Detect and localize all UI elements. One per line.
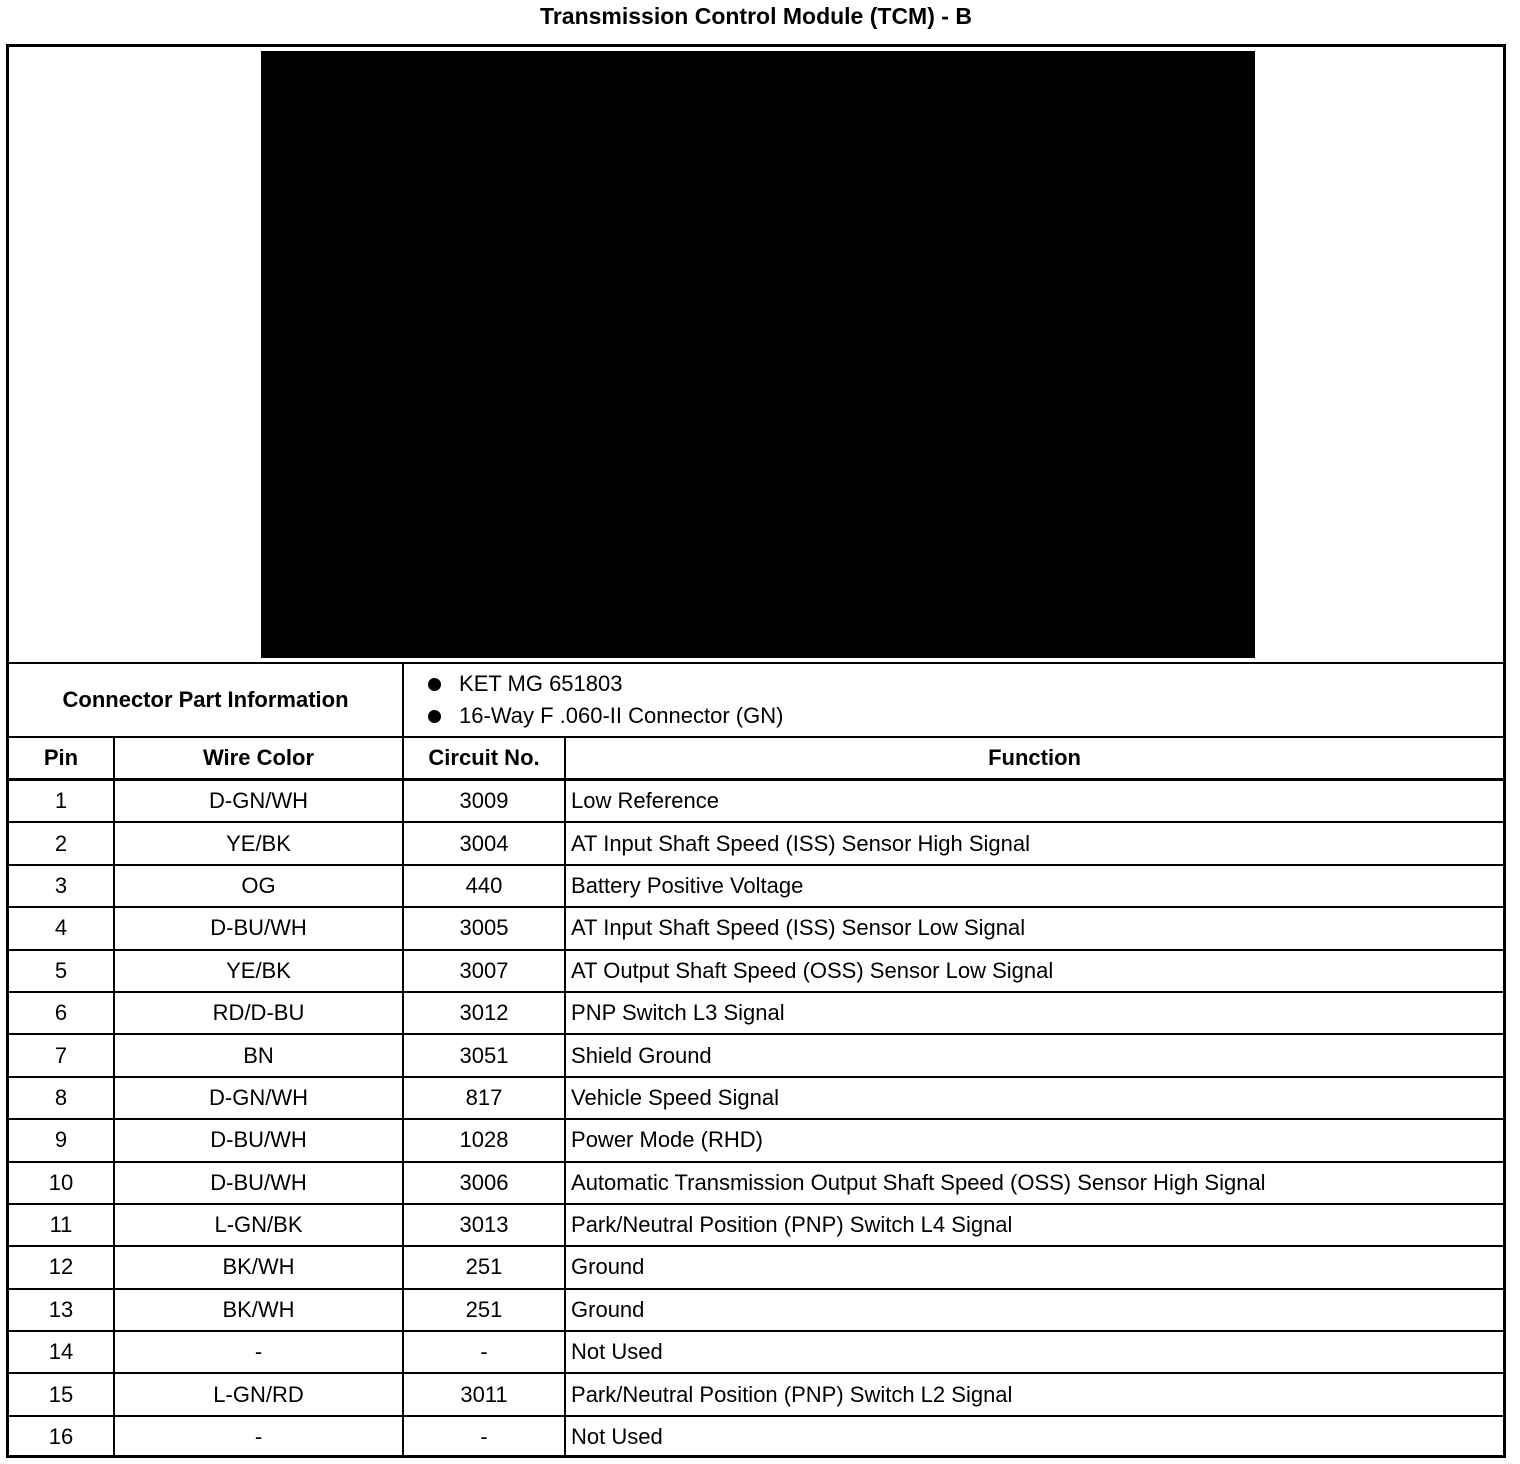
cell-circuit-no: 3013 (403, 1204, 565, 1246)
table-row (9, 907, 1503, 949)
table-row (9, 1119, 1503, 1161)
table-row (9, 950, 1503, 992)
cell-pin: 9 (9, 1119, 114, 1161)
cell-wire-color: BK/WH (114, 1246, 403, 1288)
connector-image-area (9, 47, 1503, 664)
cell-function: Not Used (565, 1331, 1503, 1373)
cell-pin: 14 (9, 1331, 114, 1373)
cell-function: Not Used (565, 1416, 1503, 1457)
header-wire-color: Wire Color (114, 737, 403, 780)
cell-pin: 15 (9, 1373, 114, 1415)
cell-circuit-no: 3004 (403, 822, 565, 864)
cell-wire-color: BK/WH (114, 1289, 403, 1331)
cell-wire-color: - (114, 1331, 403, 1373)
cell-wire-color: D-GN/WH (114, 1077, 403, 1119)
table-row (9, 1077, 1503, 1119)
table-row (9, 992, 1503, 1034)
cell-function: Automatic Transmission Output Shaft Speed (OSS) Sensor High Signal (565, 1162, 1503, 1204)
cell-wire-color: D-BU/WH (114, 1119, 403, 1161)
table-row (9, 1246, 1503, 1288)
cell-wire-color: OG (114, 865, 403, 907)
page-title: Transmission Control Module (TCM) - B (540, 3, 972, 29)
cell-pin: 11 (9, 1204, 114, 1246)
cell-function: Ground (565, 1246, 1503, 1288)
cell-pin: 7 (9, 1034, 114, 1076)
cell-circuit-no: 440 (403, 865, 565, 907)
cell-pin: 5 (9, 950, 114, 992)
header-function: Function (565, 737, 1503, 780)
connector-info-item (428, 700, 1503, 732)
cell-pin: 12 (9, 1246, 114, 1288)
cell-wire-color: D-BU/WH (114, 907, 403, 949)
table-row (9, 1162, 1503, 1204)
cell-circuit-no: 3051 (403, 1034, 565, 1076)
cell-circuit-no: 3007 (403, 950, 565, 992)
cell-wire-color: L-GN/BK (114, 1204, 403, 1246)
table-row (9, 1204, 1503, 1246)
cell-wire-color: D-GN/WH (114, 780, 403, 823)
cell-circuit-no: 3011 (403, 1373, 565, 1415)
cell-function: Battery Positive Voltage (565, 865, 1503, 907)
cell-pin: 1 (9, 780, 114, 823)
header-pin: Pin (9, 737, 114, 780)
connector-info-values (403, 664, 1503, 737)
cell-pin: 3 (9, 865, 114, 907)
cell-function: Vehicle Speed Signal (565, 1077, 1503, 1119)
cell-wire-color: - (114, 1416, 403, 1457)
cell-circuit-no: - (403, 1331, 565, 1373)
cell-pin: 16 (9, 1416, 114, 1457)
connector-document-frame (6, 44, 1506, 1458)
table-row (9, 822, 1503, 864)
cell-function: Power Mode (RHD) (565, 1119, 1503, 1161)
cell-pin: 8 (9, 1077, 114, 1119)
table-header-row (9, 737, 1503, 780)
table-row (9, 1331, 1503, 1373)
cell-wire-color: YE/BK (114, 950, 403, 992)
connector-image (261, 51, 1255, 658)
connector-info-text: KET MG 651803 (459, 671, 623, 696)
cell-function: AT Output Shaft Speed (OSS) Sensor Low Signal (565, 950, 1503, 992)
cell-wire-color: RD/D-BU (114, 992, 403, 1034)
cell-wire-color: L-GN/RD (114, 1373, 403, 1415)
table-row (9, 780, 1503, 823)
cell-pin: 10 (9, 1162, 114, 1204)
cell-wire-color: D-BU/WH (114, 1162, 403, 1204)
cell-circuit-no: 251 (403, 1246, 565, 1288)
table-row (9, 1034, 1503, 1076)
cell-function: Low Reference (565, 780, 1503, 823)
cell-pin: 4 (9, 907, 114, 949)
cell-circuit-no: 1028 (403, 1119, 565, 1161)
connector-info-item (428, 668, 1503, 700)
pinout-table (9, 664, 1503, 1457)
cell-wire-color: BN (114, 1034, 403, 1076)
table-row (9, 865, 1503, 907)
cell-circuit-no: - (403, 1416, 565, 1457)
table-row (9, 1373, 1503, 1415)
cell-pin: 2 (9, 822, 114, 864)
bullet-icon (428, 710, 441, 723)
cell-circuit-no: 817 (403, 1077, 565, 1119)
cell-function: AT Input Shaft Speed (ISS) Sensor Low Signal (565, 907, 1503, 949)
cell-circuit-no: 3009 (403, 780, 565, 823)
connector-info-label: Connector Part Information (9, 664, 403, 737)
cell-function: Shield Ground (565, 1034, 1503, 1076)
table-row (9, 1289, 1503, 1331)
table-row (9, 1416, 1503, 1457)
cell-circuit-no: 3012 (403, 992, 565, 1034)
cell-circuit-no: 251 (403, 1289, 565, 1331)
cell-function: AT Input Shaft Speed (ISS) Sensor High Signal (565, 822, 1503, 864)
cell-circuit-no: 3006 (403, 1162, 565, 1204)
bullet-icon (428, 678, 441, 691)
cell-function: Park/Neutral Position (PNP) Switch L2 Signal (565, 1373, 1503, 1415)
cell-pin: 13 (9, 1289, 114, 1331)
connector-info-list (404, 668, 1503, 732)
cell-pin: 6 (9, 992, 114, 1034)
cell-circuit-no: 3005 (403, 907, 565, 949)
cell-wire-color: YE/BK (114, 822, 403, 864)
connector-info-row (9, 664, 1503, 737)
cell-function: Ground (565, 1289, 1503, 1331)
cell-function: Park/Neutral Position (PNP) Switch L4 Signal (565, 1204, 1503, 1246)
header-circuit-no: Circuit No. (403, 737, 565, 780)
cell-function: PNP Switch L3 Signal (565, 992, 1503, 1034)
connector-info-text: 16-Way F .060-II Connector (GN) (459, 703, 784, 728)
